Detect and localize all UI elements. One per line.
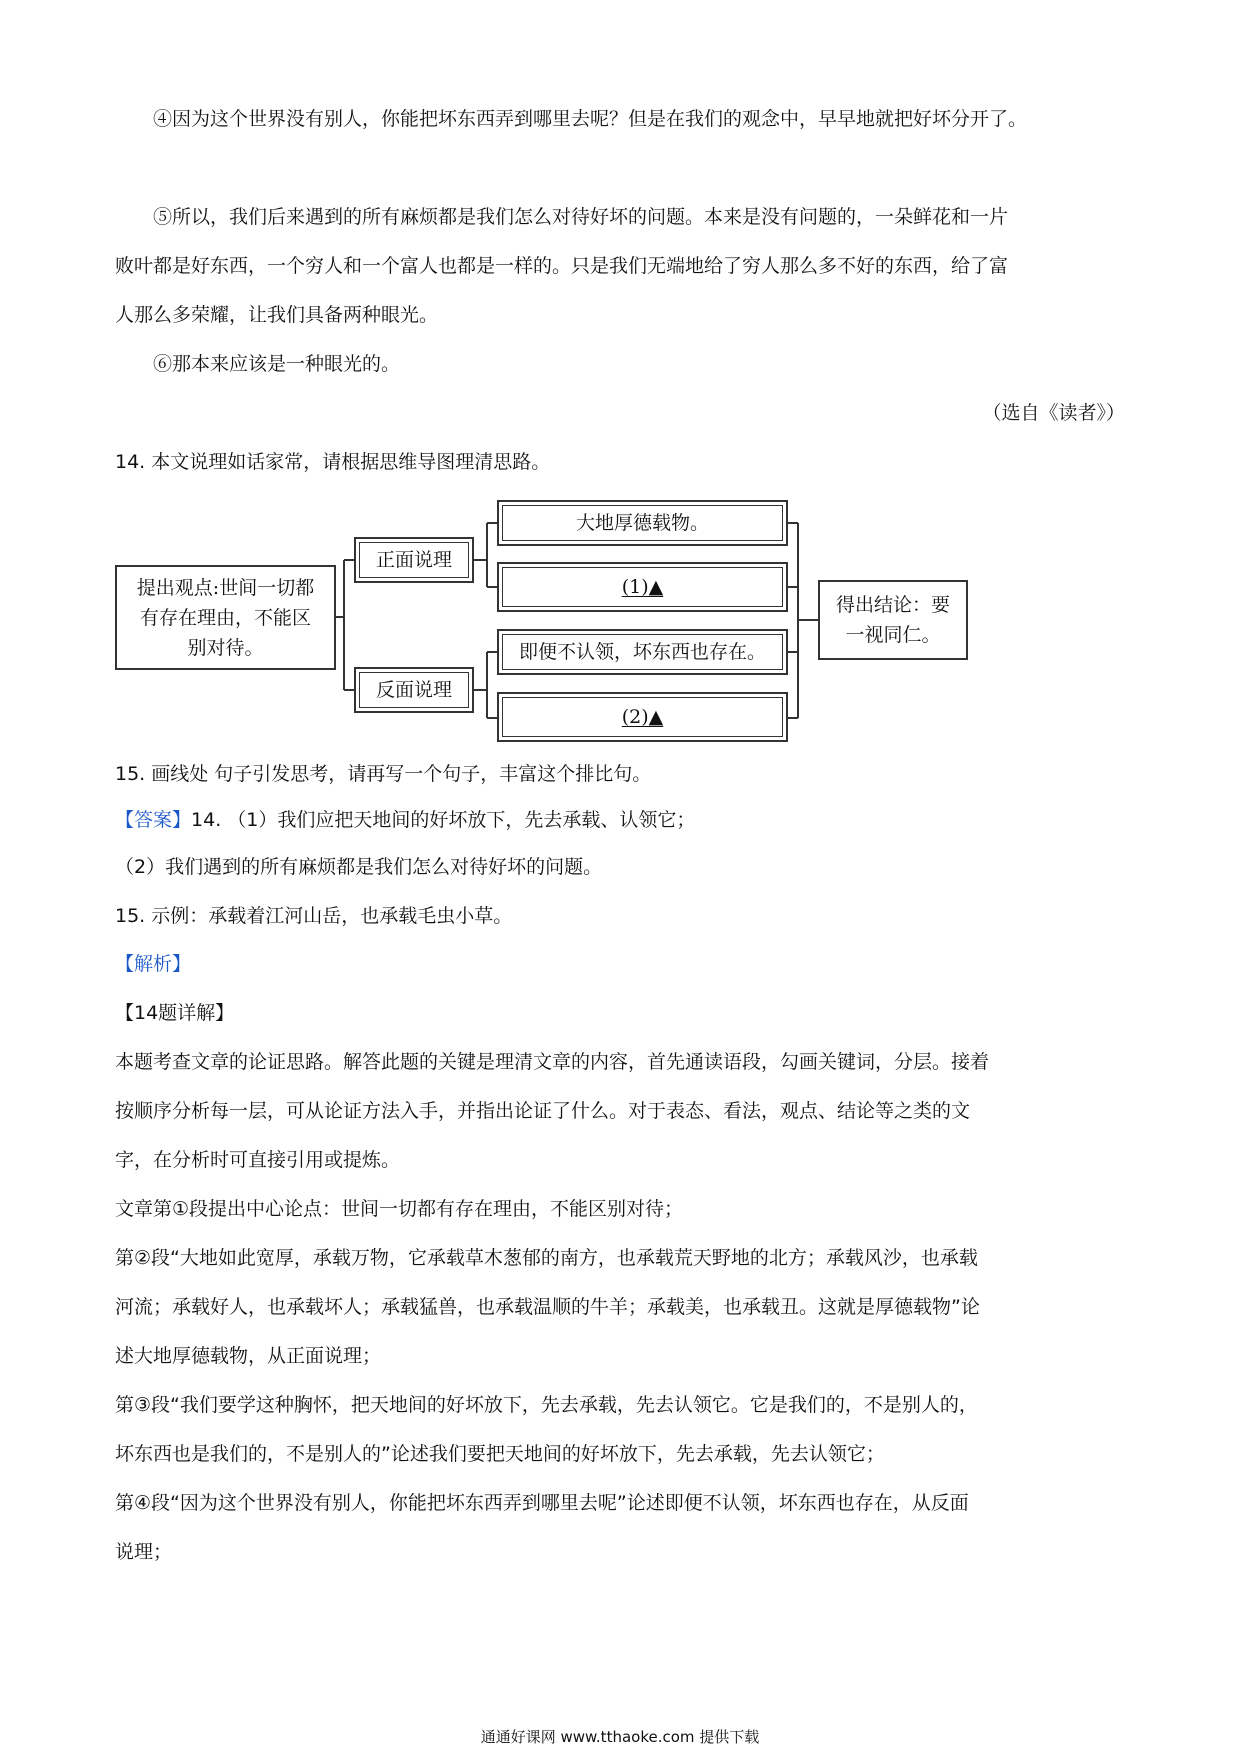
analysis-line: 第②段“大地如此宽厚，承载万物，它承载草木葱郁的南方，也承载荒天野地的北方；承载风沙，也承载 <box>115 1247 978 1269</box>
analysis-line: 第③段“我们要学这种胸怀，把天地间的好坏放下，先去承载，先去认领它。它是我们的，不是别人的， <box>115 1394 978 1416</box>
viewpoint-text: 提出观点:世间一切都有存在理由，不能区别对待。 <box>136 576 315 659</box>
answer-line-3: 15. 示例：承载着江河山岳，也承载毛虫小草。 <box>115 905 513 927</box>
passage-para5-line2: 败叶都是好东西，一个穷人和一个富人也都是一样的。只是我们无端地给了穷人那么多不好的东西，给了富 <box>115 255 1009 277</box>
analysis-tag: 【解析】 <box>115 953 192 975</box>
analysis-line: 按顺序分析每一层，可从论证方法入手，并指出论证了什么。对于表态、看法，观点、结论等之类的文 <box>115 1100 971 1122</box>
negative-item-1-text: 即便不认领，坏东西也存在。 <box>518 641 766 663</box>
positive-branch-label: 正面说理 <box>375 549 452 571</box>
question-15: 15. 画线处 句子引发思考，请再写一个句子，丰富这个排比句。 <box>115 763 652 785</box>
passage-para5-line1: ⑤所以，我们后来遇到的所有麻烦都是我们怎么对待好坏的问题。本来是没有问题的，一朵鲜花和一片 <box>153 206 1009 228</box>
page-footer: 通通好课网 www.tthaoke.com 提供下载 <box>480 1728 760 1746</box>
positive-item-2-blank <box>497 562 788 612</box>
analysis-line: 文章第①段提出中心论点：世间一切都有存在理由，不能区别对待； <box>115 1198 684 1220</box>
passage-source: （选自《读者》） <box>982 402 1125 424</box>
passage-para4-line1 <box>115 95 1125 144</box>
answer-14-part1: 14. （1）我们应把天地间的好坏放下，先去承载、认领它； <box>191 809 696 831</box>
negative-item-1 <box>497 629 788 675</box>
positive-branch-box <box>354 537 474 583</box>
conclusion-box <box>818 580 968 660</box>
positive-item-1-text: 大地厚德载物。 <box>575 512 709 534</box>
analysis-line: 字，在分析时可直接引用或提炼。 <box>115 1149 401 1171</box>
conclusion-text: 得出结论：要一视同仁。 <box>835 594 950 646</box>
answer-tag: 【答案】 <box>115 809 192 831</box>
negative-item-2-blank <box>497 692 788 742</box>
answer-line-2: （2）我们遇到的所有麻烦都是我们怎么对待好坏的问题。 <box>115 856 603 878</box>
analysis-line: 第④段“因为这个世界没有别人，你能把坏东西弄到哪里去呢”论述即便不认领，坏东西也存在，从反面 <box>115 1492 969 1514</box>
viewpoint-box <box>115 565 336 670</box>
positive-item-1 <box>497 500 788 546</box>
analysis-heading: 【14题详解】 <box>115 1002 235 1024</box>
negative-branch-box <box>354 667 474 713</box>
question-14: 14. 本文说理如话家常，请根据思维导图理清思路。 <box>115 451 551 473</box>
answer-line-1 <box>115 796 1125 845</box>
para4-text: ④因为这个世界没有别人，你能把坏东西弄到哪里去呢？但是在我们的观念中，早早地就把好坏分开了。 <box>153 108 1028 130</box>
blank-2-label: (2)▲ <box>621 706 664 728</box>
negative-branch-label: 反面说理 <box>375 679 452 701</box>
analysis-line: 本题考查文章的论证思路。解答此题的关键是理清文章的内容，首先通读语段，勾画关键词，分层。接着 <box>115 1051 990 1073</box>
passage-para6: ⑥那本来应该是一种眼光的。 <box>153 353 401 375</box>
passage-para5-line3: 人那么多荣耀，让我们具备两种眼光。 <box>115 304 439 326</box>
analysis-line: 述大地厚德载物，从正面说理； <box>115 1345 382 1367</box>
analysis-line: 坏东西也是我们的，不是别人的”论述我们要把天地间的好坏放下，先去承载，先去认领它； <box>115 1443 885 1465</box>
blank-1-label: (1)▲ <box>621 576 664 598</box>
analysis-line: 河流；承载好人，也承载坏人；承载猛兽，也承载温顺的牛羊；承载美，也承载丑。这就是厚德载物”论 <box>115 1296 980 1318</box>
analysis-line: 说理； <box>115 1541 173 1563</box>
